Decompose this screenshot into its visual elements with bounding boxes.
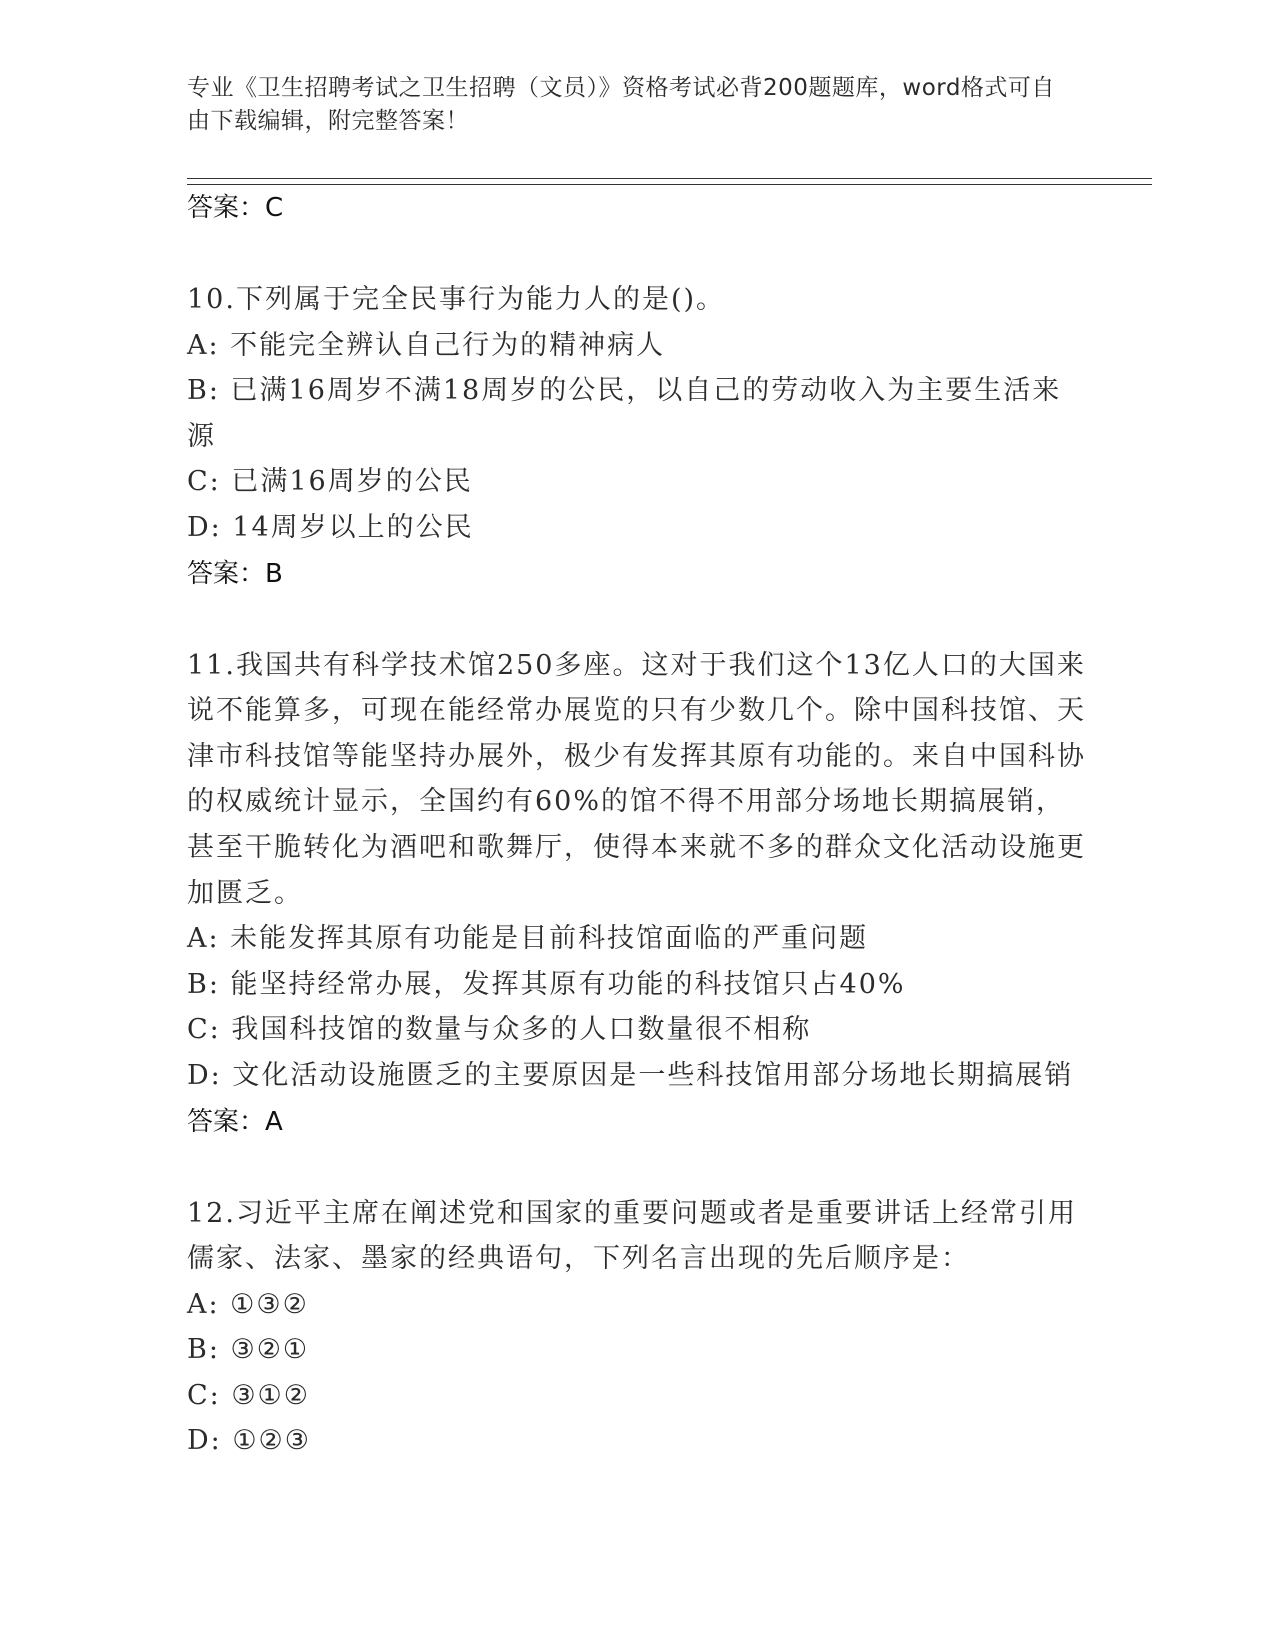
option-d: D: 文化活动设施匮乏的主要原因是一些科技馆用部分场地长期搞展销 bbox=[187, 1059, 1074, 1091]
option-c: C: 已满16周岁的公民 bbox=[187, 466, 473, 498]
question-text: 11.我国共有科学技术馆250多座。这对于我们这个13亿人口的大国来说不能算多，可现在能经常办展览的只有少数几个。除中国科技馆、天津市科技馆等能坚持办展外，极少有发挥其原有功能的。来自中国科协的权威统计显示，全国约有60%的馆不得不用部分场地长期搞展销，甚至干脆转化为酒吧和歌舞厅，使得本来就不多的群众文化活动设施更加匮乏。 bbox=[187, 649, 1086, 909]
question-12 bbox=[187, 1191, 1087, 1465]
option-c: C: ③①② bbox=[187, 1379, 310, 1411]
header-rule-top bbox=[187, 178, 1152, 179]
page-header: 专业《卫生招聘考试之卫生招聘（文员）》资格考试必背200题题库，word格式可自由下载编辑，附完整答案！ bbox=[187, 75, 1055, 134]
option-a: A: 未能发挥其原有功能是目前科技馆面临的严重问题 bbox=[187, 923, 869, 955]
answer-line: 答案：B bbox=[187, 558, 283, 589]
question-text: 10.下列属于完全民事行为能力人的是()。 bbox=[187, 284, 726, 315]
option-b: B: ③②① bbox=[187, 1334, 310, 1366]
question-text: 12.习近平主席在阐述党和国家的重要问题或者是重要讲话上经常引用儒家、法家、墨家的经典语句，下列名言出现的先后顺序是： bbox=[187, 1197, 1077, 1275]
answer-line: 答案：C bbox=[187, 193, 284, 223]
option-d: D: 14周岁以上的公民 bbox=[187, 511, 474, 543]
option-d: D: ①②③ bbox=[187, 1425, 311, 1457]
option-a: A: ①③② bbox=[187, 1288, 309, 1320]
option-c: C: 我国科技馆的数量与众多的人口数量很不相称 bbox=[187, 1014, 812, 1046]
option-b: B: 已满16周岁不满18周岁的公民，以自己的劳动收入为主要生活来源 bbox=[187, 375, 1062, 452]
answer-line: 答案：A bbox=[187, 1106, 283, 1137]
document-body bbox=[187, 185, 1087, 1464]
option-b: B: 能坚持经常办展，发挥其原有功能的科技馆只占40% bbox=[187, 968, 906, 1000]
option-a: A: 不能完全辨认自己行为的精神病人 bbox=[187, 329, 666, 361]
question-10 bbox=[187, 277, 1087, 597]
question-11 bbox=[187, 643, 1087, 1145]
